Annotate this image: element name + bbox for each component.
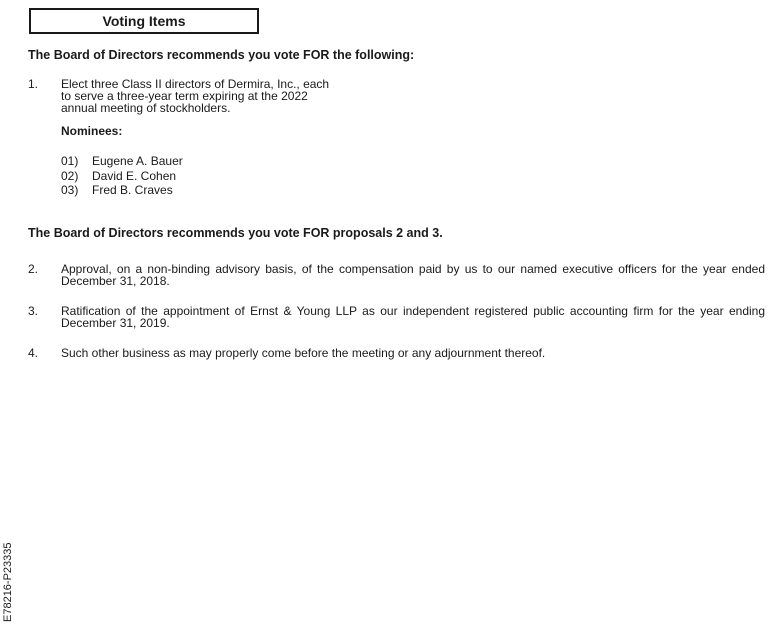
section1-heading: The Board of Directors recommends you vote FOR the following: <box>28 48 415 62</box>
document-code: E78216-P23335 <box>2 542 14 622</box>
voting-items-title <box>29 8 259 34</box>
nominees-label: Nominees: <box>61 124 123 138</box>
nominee-number: 02) <box>61 168 79 183</box>
item3-text: Ratification of the appointment of Ernst & Young LLP as our independent registered public accounting firm for the year ending December 31, 2019. <box>61 304 765 330</box>
nominee-row <box>61 169 183 184</box>
item1-number: 1. <box>28 77 39 91</box>
nominee-name: David E. Cohen <box>92 168 177 183</box>
item1-line: annual meeting of stockholders. <box>61 101 231 115</box>
nominee-row <box>61 183 183 198</box>
item2-text: Approval, on a non-binding advisory basis, of the compensation paid by us to our named executive officers for the year ended December 31, 2018. <box>61 262 765 288</box>
item3-number: 3. <box>28 304 39 318</box>
item4-text: Such other business as may properly come before the meeting or any adjournment thereof. <box>61 346 546 360</box>
section2-heading: The Board of Directors recommends you vote FOR proposals 2 and 3. <box>28 226 443 240</box>
item4-number: 4. <box>28 346 39 360</box>
nominee-row <box>61 154 183 169</box>
item1-line: Elect three Class II directors of Dermira, Inc., each <box>61 77 330 91</box>
nominee-number: 01) <box>61 154 79 168</box>
nominee-list <box>61 154 183 198</box>
item1-text <box>61 78 329 114</box>
nominee-name: Fred B. Craves <box>92 183 173 197</box>
nominee-number: 03) <box>61 183 79 197</box>
item2-number: 2. <box>28 262 39 276</box>
title-text: Voting Items <box>102 13 186 29</box>
nominee-name: Eugene A. Bauer <box>92 154 183 168</box>
item1-line: to serve a three-year term expiring at the 2022 <box>61 89 308 103</box>
